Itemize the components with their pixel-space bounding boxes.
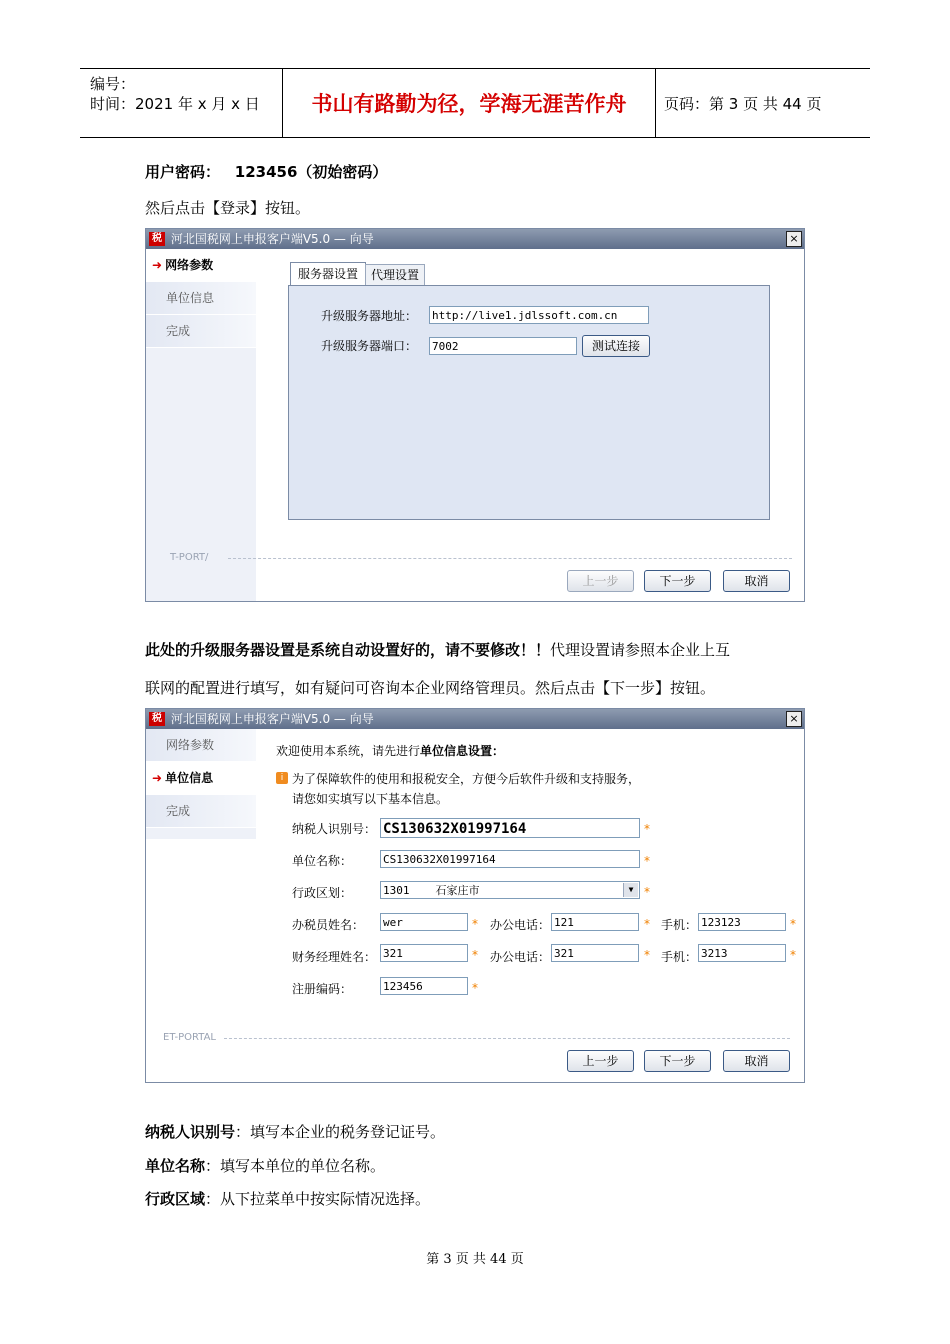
arrow-right-icon: ➜ [152,771,163,785]
reg-code-label: 注册编码： [292,982,353,996]
wizard-sidebar [146,729,256,839]
cancel-button[interactable]: 取消 [723,570,790,592]
sidebar-item-unit-info[interactable]: ➜ 单位信息 [146,762,256,795]
handler-mobile-input[interactable]: 123123 [698,913,786,931]
upgrade-addr-input[interactable]: http://live1.jdlssoft.com.cn [429,306,649,324]
region-select[interactable]: 1301 石家庄市 ▼ [380,881,640,899]
tab-proxy-settings[interactable]: 代理设置 [365,264,425,285]
unit-name-label: 单位名称： [292,854,353,868]
info-icon: i [276,772,288,784]
code-label: 编号： [90,75,136,93]
prev-button[interactable]: 上一步 [567,1050,634,1072]
prev-button[interactable]: 上一步 [567,570,634,592]
finance-phone-input[interactable]: 321 [551,944,639,962]
finance-name-label: 财务经理姓名： [292,950,377,964]
sidebar-item-network[interactable]: ➜ 网络参数 [146,249,256,282]
required-star: * [472,917,478,931]
header-page-info: 页码：第 3 页 共 44 页 [664,94,822,113]
cancel-button[interactable]: 取消 [723,1050,790,1072]
finance-phone-label: 办公电话： [490,950,551,964]
unit-name-input[interactable]: CS130632X01997164 [380,850,640,868]
divider [224,1038,790,1039]
tax-logo-icon: 税 [149,712,165,726]
tax-logo-icon: 税 [149,232,165,246]
region-label: 行政区划： [292,886,353,900]
taxpayer-id-input[interactable]: CS130632X01997164 [380,818,640,838]
test-connection-button[interactable]: 测试连接 [582,335,650,357]
window-title: 河北国税网上申报客户端V5.0 — 向导 [170,712,374,726]
chevron-down-icon[interactable]: ▼ [623,883,638,897]
portal-label: T-PORT/ [170,552,209,563]
required-star: * [644,822,650,836]
handler-phone-input[interactable]: 121 [551,913,639,931]
finance-name-input[interactable]: 321 [380,944,468,962]
window-titlebar [146,709,804,729]
required-star: * [644,854,650,868]
sidebar-item-unit-info[interactable]: 单位信息 [146,282,256,315]
password-value: 123456（初始密码） [234,163,388,181]
desc-unit-name: 单位名称：填写本单位的单位名称。 [145,1157,386,1175]
header-motto: 书山有路勤为径，学海无涯苦作舟 [283,69,656,137]
reg-code-input[interactable]: 123456 [380,977,468,995]
wizard-window-unit-info [145,708,805,1083]
page-footer: 第 3 页 共 44 页 [426,1252,524,1267]
server-settings-panel [288,285,770,520]
required-star: * [472,981,478,995]
required-star: * [644,948,650,962]
required-star: * [644,885,650,899]
required-star: * [790,948,796,962]
note-rest: 代理设置请参照本企业上互 [550,641,731,659]
info-line-1: 为了保障软件的使用和报税安全，方便今后软件升级和支持服务， [292,772,641,786]
desc-taxpayer-id: 纳税人识别号：填写本企业的税务登记证号。 [145,1123,446,1141]
desc-region: 行政区域：从下拉菜单中按实际情况选择。 [145,1190,431,1208]
handler-name-input[interactable]: wer [380,913,468,931]
welcome-text: 欢迎使用本系统，请先进行单位信息设置： [276,744,505,758]
portal-label: ET-PORTAL [163,1032,216,1043]
required-star: * [644,917,650,931]
handler-name-label: 办税员姓名： [292,918,365,932]
time-label: 时间：2021 年 x 月 x 日 [90,95,260,113]
close-icon[interactable]: × [786,711,802,727]
login-instruction: 然后点击【登录】按钮。 [145,199,311,217]
wizard-sidebar [146,249,256,601]
handler-mobile-label: 手机： [661,918,698,932]
note-line-1 [145,639,730,660]
sidebar-item-network[interactable]: 网络参数 [146,729,256,762]
upgrade-port-label: 升级服务器端口： [321,339,418,353]
upgrade-port-input[interactable]: 7002 [429,337,577,355]
required-star: * [790,917,796,931]
next-button[interactable]: 下一步 [644,570,711,592]
finance-mobile-label: 手机： [661,950,698,964]
required-star: * [472,948,478,962]
sidebar-item-finish[interactable]: 完成 [146,795,256,828]
wizard-window-network [145,228,805,602]
password-line [145,161,387,182]
window-title: 河北国税网上申报客户端V5.0 — 向导 [170,232,374,246]
close-icon[interactable]: × [786,231,802,247]
note-warning: 此处的升级服务器设置是系统自动设置好的，请不要修改！！ [145,641,551,659]
next-button[interactable]: 下一步 [644,1050,711,1072]
sidebar-item-finish[interactable]: 完成 [146,315,256,348]
arrow-right-icon: ➜ [152,258,163,272]
finance-mobile-input[interactable]: 3213 [698,944,786,962]
window-titlebar [146,229,804,249]
taxpayer-id-label: 纳税人识别号： [292,822,377,836]
header-meta [80,69,283,137]
tab-server-settings[interactable]: 服务器设置 [290,262,366,285]
upgrade-addr-label: 升级服务器地址： [321,309,418,323]
info-line-2: 请您如实填写以下基本信息。 [292,792,449,806]
handler-phone-label: 办公电话： [490,918,551,932]
note-line-2: 联网的配置进行填写，如有疑问可咨询本企业网络管理员。然后点击【下一步】按钮。 [145,679,716,697]
divider [228,558,792,559]
password-label: 用户密码： [145,163,221,181]
page-header [80,68,870,138]
